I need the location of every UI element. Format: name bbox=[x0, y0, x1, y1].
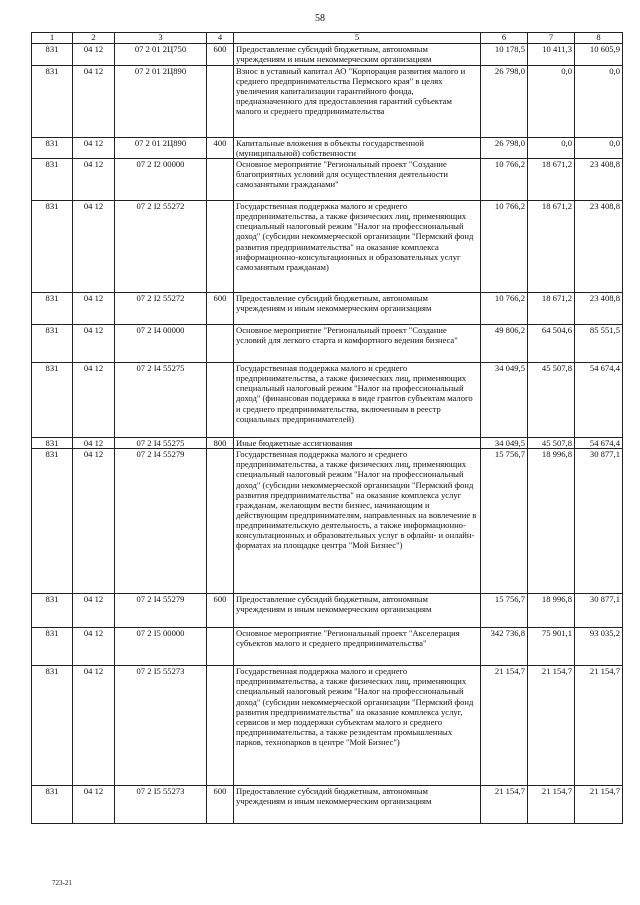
description-cell: Государственная поддержка малого и среднего предпринимательства, а также физических лиц, применяющих специальный налоговый режим "Налог на профессиональный доход" (субсидии некоммерческой организации "Пермский фонд развития предпринимательства" на оказание комплекса услуг гражданам, желающим вести бизнес, начинающим и действующим предпринимателям, направленных на вовлечение в предпринимательскую деятельность, а также информационно-консультационных и образовательных услуг в офлайн- и онлайн-форматах на площадке центра "Мой Бизнес") bbox=[234, 449, 481, 594]
column-header: 5 bbox=[234, 33, 481, 44]
description-cell: Государственная поддержка малого и среднего предпринимательства, а также физических лиц, применяющих специальный налоговый режим "Налог на профессиональный доход" (субсидии некоммерческой организации "Пермский фонд развития предпринимательства" на оказание комплекса услуг, сервисов и мер поддержки субъектам малого и среднего предпринимательства, а также резидентам промышленных парков, технопарков в центре "Мой Бизнес") bbox=[234, 666, 481, 786]
code-cell: 04 12 bbox=[73, 66, 115, 138]
table-row bbox=[32, 594, 623, 628]
expense-type-cell bbox=[207, 159, 234, 201]
table-row bbox=[32, 293, 623, 325]
expense-type-cell bbox=[207, 201, 234, 293]
table-row bbox=[32, 201, 623, 293]
amount-cell: 26 798,0 bbox=[481, 66, 528, 138]
expense-type-cell: 800 bbox=[207, 438, 234, 449]
amount-cell: 21 154,7 bbox=[481, 666, 528, 786]
code-cell: 04 12 bbox=[73, 201, 115, 293]
description-cell: Государственная поддержка малого и среднего предпринимательства, а также физических лиц, применяющих специальный налоговый режим "Налог на профессиональный доход" (финансовая поддержка в виде грантов субъектам малого и среднего предпринимательства, включенным в реестр социальных предпринимателей) bbox=[234, 363, 481, 438]
amount-cell: 30 877,1 bbox=[575, 449, 623, 594]
code-cell: 831 bbox=[32, 628, 73, 666]
amount-cell: 10 605,9 bbox=[575, 44, 623, 66]
code-cell: 831 bbox=[32, 66, 73, 138]
code-cell: 04 12 bbox=[73, 159, 115, 201]
column-header: 8 bbox=[575, 33, 623, 44]
expense-type-cell: 600 bbox=[207, 44, 234, 66]
expense-type-cell bbox=[207, 628, 234, 666]
description-cell: Предоставление субсидий бюджетным, автономным учреждениям и иным некоммерческим организациям bbox=[234, 594, 481, 628]
code-cell: 831 bbox=[32, 293, 73, 325]
code-cell: 04 12 bbox=[73, 449, 115, 594]
code-cell: 04 12 bbox=[73, 44, 115, 66]
column-header: 1 bbox=[32, 33, 73, 44]
footer-code: 723-21 bbox=[52, 879, 72, 887]
code-cell: 831 bbox=[32, 44, 73, 66]
expense-type-cell bbox=[207, 363, 234, 438]
table-row bbox=[32, 138, 623, 159]
amount-cell: 18 996,8 bbox=[528, 594, 575, 628]
amount-cell: 10 766,2 bbox=[481, 159, 528, 201]
table-row bbox=[32, 44, 623, 66]
expense-type-cell: 600 bbox=[207, 293, 234, 325]
amount-cell: 18 671,2 bbox=[528, 159, 575, 201]
amount-cell: 64 504,6 bbox=[528, 325, 575, 363]
target-article-cell: 07 2 I5 55273 bbox=[115, 786, 207, 824]
table-row bbox=[32, 786, 623, 824]
target-article-cell: 07 2 I2 55272 bbox=[115, 201, 207, 293]
code-cell: 831 bbox=[32, 138, 73, 159]
code-cell: 04 12 bbox=[73, 138, 115, 159]
table-row bbox=[32, 363, 623, 438]
code-cell: 04 12 bbox=[73, 325, 115, 363]
amount-cell: 75 901,1 bbox=[528, 628, 575, 666]
code-cell: 04 12 bbox=[73, 363, 115, 438]
table-row bbox=[32, 438, 623, 449]
column-header: 4 bbox=[207, 33, 234, 44]
expense-type-cell bbox=[207, 449, 234, 594]
amount-cell: 54 674,4 bbox=[575, 438, 623, 449]
code-cell: 831 bbox=[32, 786, 73, 824]
amount-cell: 21 154,7 bbox=[481, 786, 528, 824]
page-number: 58 bbox=[315, 13, 325, 24]
amount-cell: 10 766,2 bbox=[481, 201, 528, 293]
amount-cell: 15 756,7 bbox=[481, 594, 528, 628]
description-cell: Предоставление субсидий бюджетным, автономным учреждениям и иным некоммерческим организациям bbox=[234, 293, 481, 325]
amount-cell: 21 154,7 bbox=[528, 666, 575, 786]
amount-cell: 45 507,8 bbox=[528, 363, 575, 438]
target-article-cell: 07 2 01 2Ц750 bbox=[115, 44, 207, 66]
column-header: 2 bbox=[73, 33, 115, 44]
amount-cell: 0,0 bbox=[575, 66, 623, 138]
code-cell: 04 12 bbox=[73, 628, 115, 666]
code-cell: 831 bbox=[32, 666, 73, 786]
description-cell: Взнос в уставный капитал АО "Корпорация развития малого и среднего предпринимательства Пермского края" в целях увеличения капитализации гарантийного фонда, предназначенного для предоставления гарантий субъектам малого и среднего предпринимательства bbox=[234, 66, 481, 138]
code-cell: 831 bbox=[32, 438, 73, 449]
amount-cell: 0,0 bbox=[528, 66, 575, 138]
amount-cell: 54 674,4 bbox=[575, 363, 623, 438]
amount-cell: 0,0 bbox=[528, 138, 575, 159]
code-cell: 04 12 bbox=[73, 666, 115, 786]
code-cell: 04 12 bbox=[73, 438, 115, 449]
code-cell: 831 bbox=[32, 363, 73, 438]
column-header: 6 bbox=[481, 33, 528, 44]
target-article-cell: 07 2 I4 55279 bbox=[115, 449, 207, 594]
target-article-cell: 07 2 I2 00000 bbox=[115, 159, 207, 201]
column-header: 7 bbox=[528, 33, 575, 44]
amount-cell: 45 507,8 bbox=[528, 438, 575, 449]
amount-cell: 85 551,5 bbox=[575, 325, 623, 363]
amount-cell: 342 736,8 bbox=[481, 628, 528, 666]
amount-cell: 10 178,5 bbox=[481, 44, 528, 66]
target-article-cell: 07 2 I4 55275 bbox=[115, 438, 207, 449]
amount-cell: 23 408,8 bbox=[575, 159, 623, 201]
table-row bbox=[32, 449, 623, 594]
target-article-cell: 07 2 I4 55279 bbox=[115, 594, 207, 628]
code-cell: 04 12 bbox=[73, 594, 115, 628]
description-cell: Иные бюджетные ассигнования bbox=[234, 438, 481, 449]
amount-cell: 21 154,7 bbox=[575, 786, 623, 824]
amount-cell: 18 671,2 bbox=[528, 293, 575, 325]
target-article-cell: 07 2 I2 55272 bbox=[115, 293, 207, 325]
expense-type-cell bbox=[207, 666, 234, 786]
amount-cell: 23 408,8 bbox=[575, 293, 623, 325]
amount-cell: 21 154,7 bbox=[528, 786, 575, 824]
target-article-cell: 07 2 I5 00000 bbox=[115, 628, 207, 666]
description-cell: Основное мероприятие "Региональный проект "Акселерация субъектов малого и среднего предпринимательства" bbox=[234, 628, 481, 666]
expense-type-cell: 600 bbox=[207, 594, 234, 628]
amount-cell: 34 049,5 bbox=[481, 438, 528, 449]
amount-cell: 18 671,2 bbox=[528, 201, 575, 293]
amount-cell: 18 996,8 bbox=[528, 449, 575, 594]
amount-cell: 0,0 bbox=[575, 138, 623, 159]
amount-cell: 21 154,7 bbox=[575, 666, 623, 786]
target-article-cell: 07 2 I5 55273 bbox=[115, 666, 207, 786]
budget-table bbox=[31, 32, 623, 824]
code-cell: 831 bbox=[32, 594, 73, 628]
expense-type-cell bbox=[207, 325, 234, 363]
expense-type-cell: 400 bbox=[207, 138, 234, 159]
amount-cell: 15 756,7 bbox=[481, 449, 528, 594]
amount-cell: 93 035,2 bbox=[575, 628, 623, 666]
amount-cell: 34 049,5 bbox=[481, 363, 528, 438]
code-cell: 04 12 bbox=[73, 293, 115, 325]
amount-cell: 26 798,0 bbox=[481, 138, 528, 159]
code-cell: 831 bbox=[32, 159, 73, 201]
table-row bbox=[32, 159, 623, 201]
code-cell: 04 12 bbox=[73, 786, 115, 824]
description-cell: Предоставление субсидий бюджетным, автономным учреждениям и иным некоммерческим организациям bbox=[234, 786, 481, 824]
table-row bbox=[32, 628, 623, 666]
description-cell: Предоставление субсидий бюджетным, автономным учреждениям и иным некоммерческим организациям bbox=[234, 44, 481, 66]
target-article-cell: 07 2 I4 55275 bbox=[115, 363, 207, 438]
amount-cell: 10 411,3 bbox=[528, 44, 575, 66]
expense-type-cell bbox=[207, 66, 234, 138]
target-article-cell: 07 2 I4 00000 bbox=[115, 325, 207, 363]
table-row bbox=[32, 325, 623, 363]
code-cell: 831 bbox=[32, 449, 73, 594]
column-header: 3 bbox=[115, 33, 207, 44]
description-cell: Основное мероприятие "Региональный проект "Создание благоприятных условий для осуществления деятельности самозанятыми гражданами" bbox=[234, 159, 481, 201]
description-cell: Государственная поддержка малого и среднего предпринимательства, а также физических лиц, применяющих специальный налоговый режим "Налог на профессиональный доход" (субсидии некоммерческой организации "Пермский фонд развития предпринимательства" на оказание комплекса информационно-консультационных и образовательных услуг самозанятым гражданам) bbox=[234, 201, 481, 293]
code-cell: 831 bbox=[32, 325, 73, 363]
table-row bbox=[32, 66, 623, 138]
amount-cell: 23 408,8 bbox=[575, 201, 623, 293]
table-row bbox=[32, 666, 623, 786]
header-row bbox=[32, 33, 623, 44]
description-cell: Капитальные вложения в объекты государственной (муниципальной) собственности bbox=[234, 138, 481, 159]
description-cell: Основное мероприятие "Региональный проект "Создание условий для легкого старта и комфортного ведения бизнеса" bbox=[234, 325, 481, 363]
amount-cell: 30 877,1 bbox=[575, 594, 623, 628]
target-article-cell: 07 2 01 2Ц890 bbox=[115, 66, 207, 138]
amount-cell: 10 766,2 bbox=[481, 293, 528, 325]
amount-cell: 49 806,2 bbox=[481, 325, 528, 363]
code-cell: 831 bbox=[32, 201, 73, 293]
expense-type-cell: 600 bbox=[207, 786, 234, 824]
target-article-cell: 07 2 01 2Ц890 bbox=[115, 138, 207, 159]
